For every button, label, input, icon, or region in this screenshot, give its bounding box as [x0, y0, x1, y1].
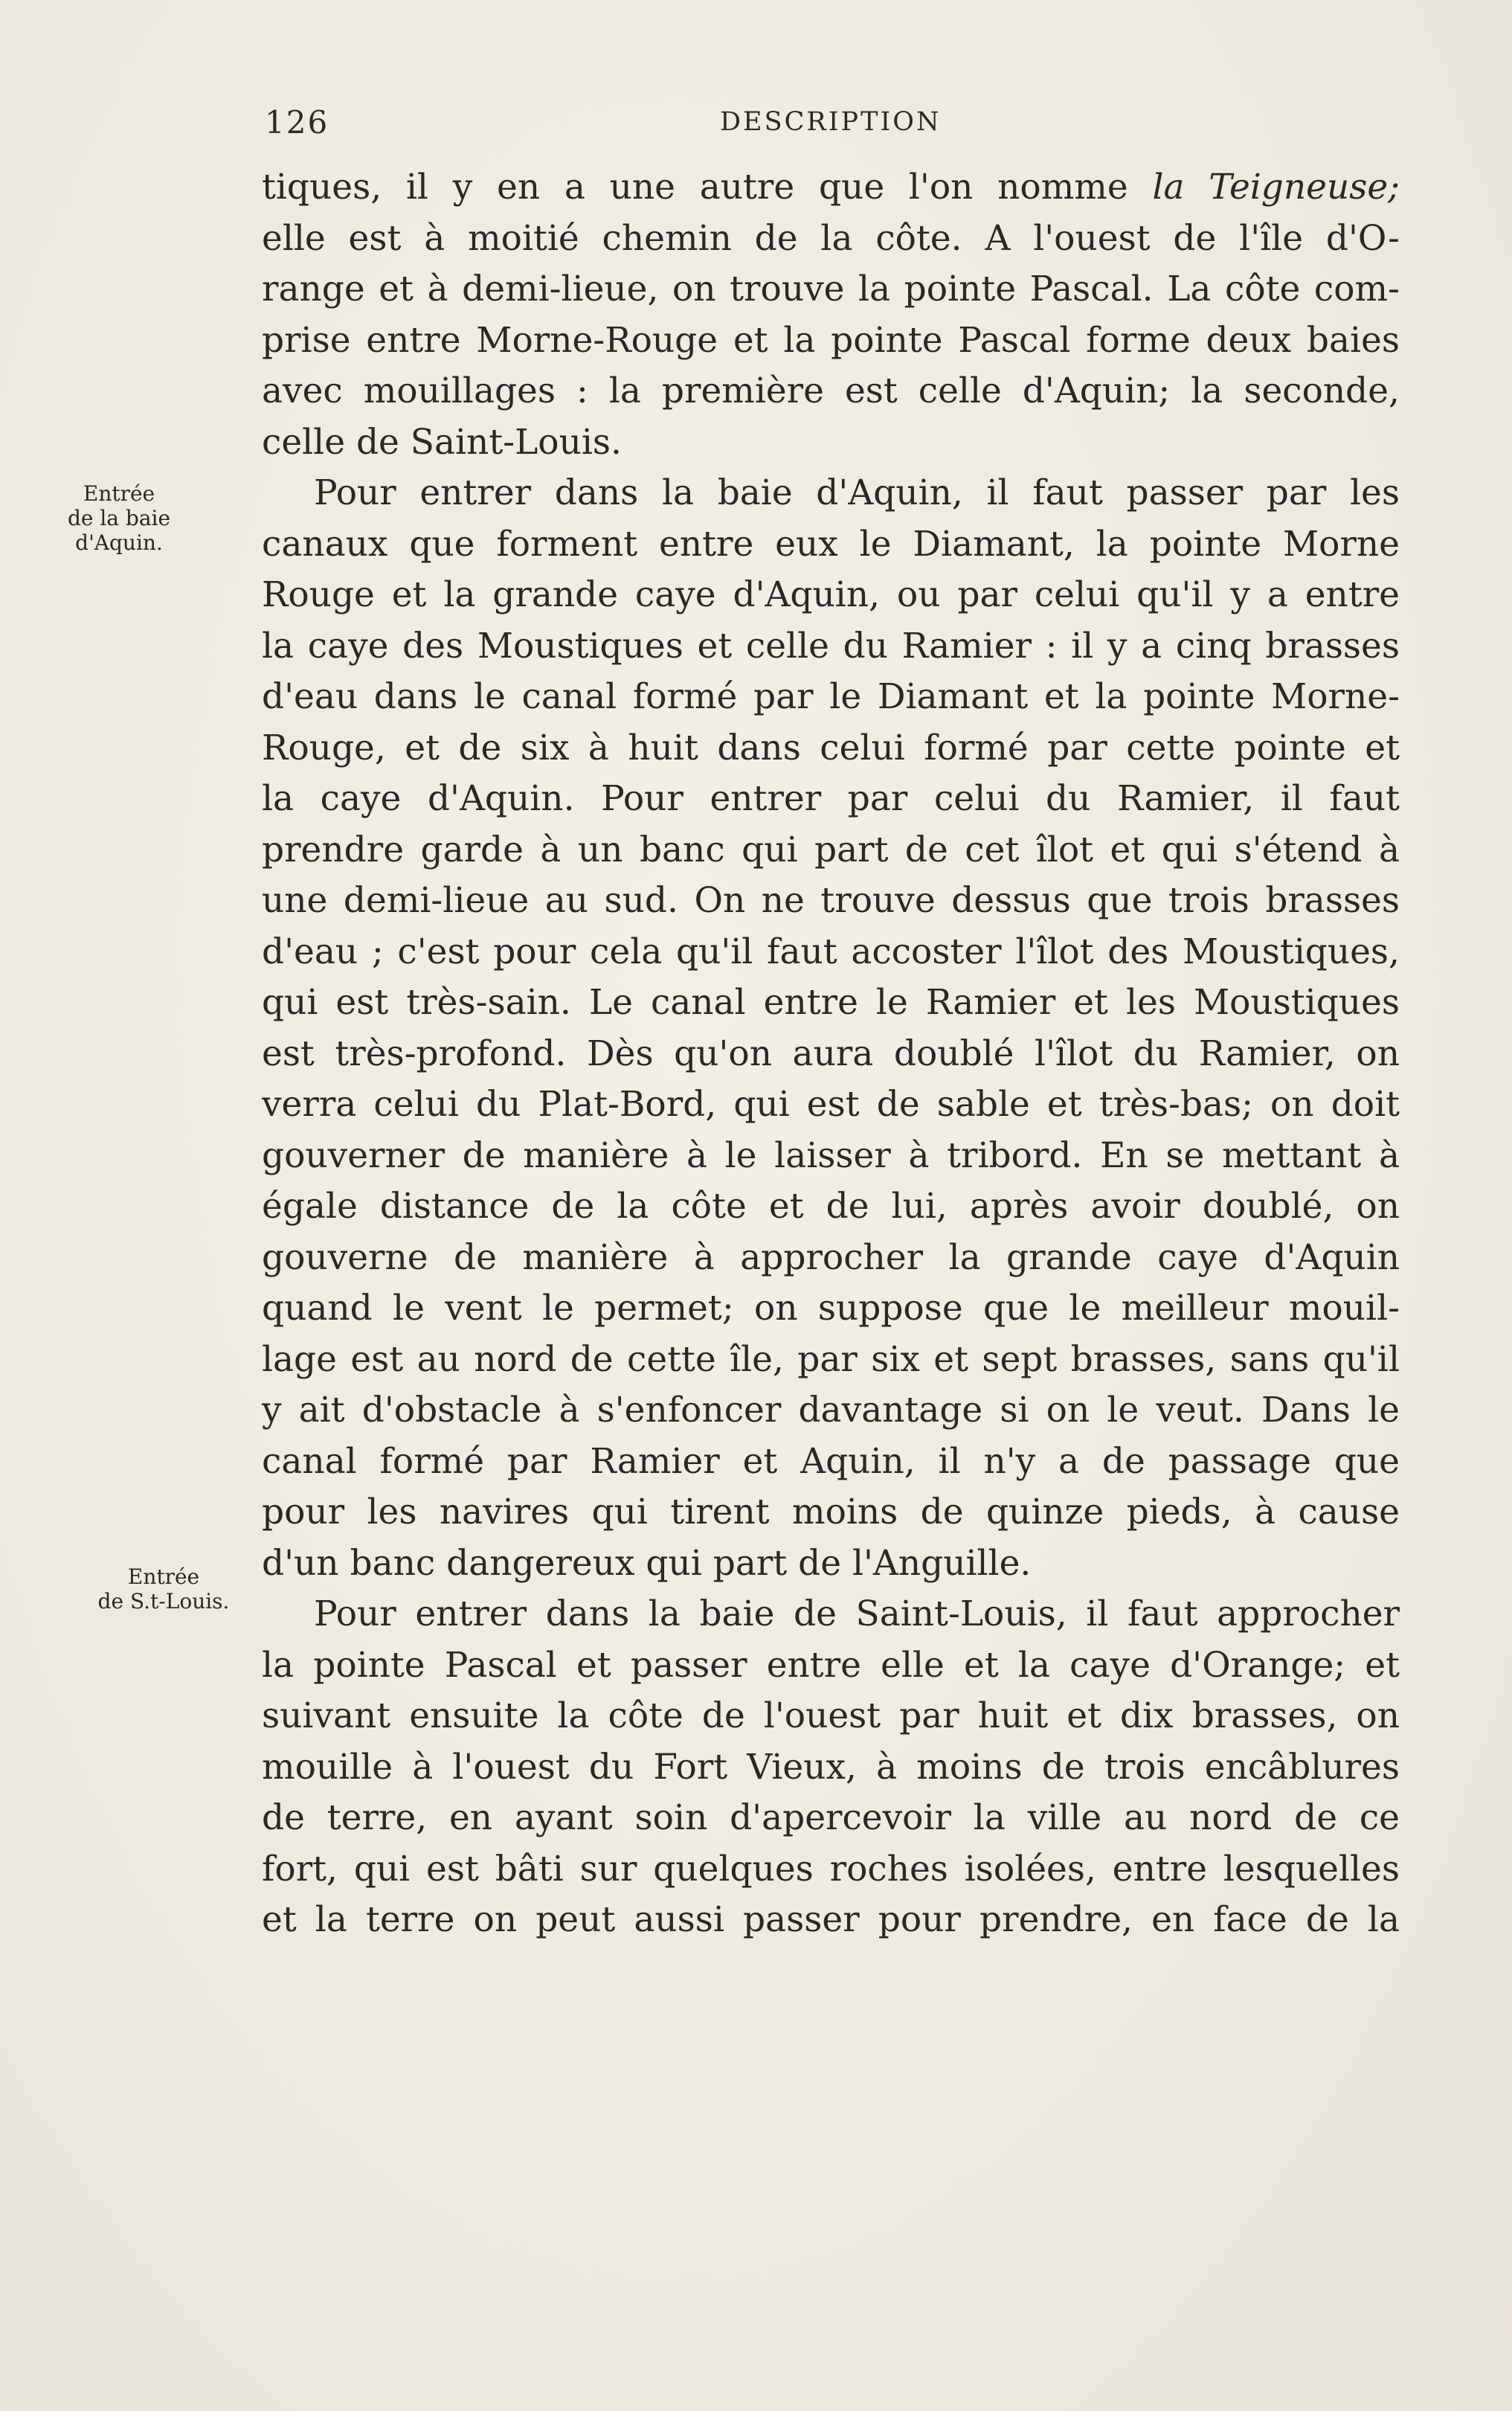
text-line: gouverne de manière à approcher la grande caye d'Aquin — [262, 1236, 1400, 1278]
text-line: mouille à l'ouest du Fort Vieux, à moins de trois encâblures — [262, 1746, 1400, 1788]
paragraph-start-line: Pour entrer dans la baie d'Aquin, il faut passer par les — [314, 472, 1400, 513]
text-line: qui est très-sain. Le canal entre le Ramier et les Moustiques — [262, 982, 1400, 1023]
text-line: la pointe Pascal et passer entre elle et la caye d'Orange; et — [262, 1644, 1400, 1686]
text-line: égale distance de la côte et de lui, après avoir doublé, on — [262, 1186, 1400, 1227]
text-line: gouverner de manière à le laisser à tribord. En se mettant à — [262, 1134, 1400, 1176]
text-line: Rouge et la grande caye d'Aquin, ou par celui qu'il y a entre — [262, 574, 1400, 615]
running-head — [265, 104, 956, 152]
margin-note-saint-louis — [97, 1564, 231, 1614]
text-line: lage est au nord de cette île, par six et sept brasses, sans qu'il — [262, 1338, 1400, 1380]
text-line: la caye d'Aquin. Pour entrer par celui du Ramier, il faut — [262, 778, 1400, 819]
margin-note-aquin — [45, 481, 193, 555]
text-line: la caye des Moustiques et celle du Ramier : il y a cinq brasses — [262, 625, 1400, 667]
text-line: d'un banc dangereux qui part de l'Anguille. — [262, 1542, 1032, 1584]
text-line: suivant ensuite la côte de l'ouest par huit et dix brasses, on — [262, 1695, 1400, 1736]
text-line: une demi-lieue au sud. On ne trouve dessus que trois brasses — [262, 880, 1400, 921]
text-line: de terre, en ayant soin d'apercevoir la ville au nord de ce — [262, 1797, 1400, 1838]
text-line: d'eau ; c'est pour cela qu'il faut accoster l'îlot des Moustiques, — [262, 931, 1400, 972]
text-line: est très-profond. Dès qu'on aura doublé l'îlot du Ramier, on — [262, 1033, 1400, 1074]
text-line: canal formé par Ramier et Aquin, il n'y a de passage que — [262, 1440, 1400, 1482]
page-number: 126 — [265, 104, 329, 141]
margin-note-line: Entrée — [83, 481, 155, 506]
text-line: d'eau dans le canal formé par le Diamant et la pointe Morne- — [262, 676, 1400, 717]
text-line: pour les navires qui tirent moins de quinze pieds, à cause — [262, 1492, 1400, 1532]
text-line: canaux que forment entre eux le Diamant, la pointe Morne — [262, 523, 1400, 565]
text-line: fort, qui est bâti sur quelques roches isolées, entre lesquelles — [262, 1848, 1400, 1890]
margin-note-line: d'Aquin. — [75, 530, 163, 555]
text-line: range et à demi-lieue, on trouve la pointe Pascal. La côte com- — [262, 269, 1400, 309]
text-line: y ait d'obstacle à s'enfoncer davantage si on le veut. Dans le — [262, 1390, 1400, 1431]
text-line: quand le vent le permet; on suppose que le meilleur mouil- — [262, 1288, 1400, 1329]
margin-note-line: de S.t-Louis. — [97, 1589, 230, 1614]
text-run: tiques, il y en a une autre que l'on nomme — [262, 167, 1153, 208]
text-line: et la terre on peut aussi passer pour prendre, en face de la — [262, 1899, 1400, 1940]
text-line: Rouge, et de six à huit dans celui formé par cette pointe et — [262, 727, 1400, 768]
paragraph-start-line: Pour entrer dans la baie de Saint-Louis, il faut approcher — [314, 1593, 1400, 1634]
text-line: avec mouillages : la première est celle d'Aquin; la seconde, — [262, 370, 1400, 411]
running-title: DESCRIPTION — [720, 107, 942, 137]
italic-name: la Teigneuse; — [1152, 167, 1400, 208]
text-line — [262, 162, 1400, 214]
margin-note-line: de la baie — [67, 506, 171, 530]
text-line: elle est à moitié chemin de la côte. A l'ouest de l'île d'O- — [262, 217, 1400, 259]
text-line: prise entre Morne-Rouge et la pointe Pascal forme deux baies — [262, 319, 1400, 361]
text-line: prendre garde à un banc qui part de cet îlot et qui s'étend à — [262, 829, 1400, 870]
text-line: verra celui du Plat-Bord, qui est de sable et très-bas; on doit — [262, 1084, 1400, 1125]
text-line: celle de Saint-Louis. — [262, 421, 622, 463]
body-text — [262, 162, 1400, 1946]
margin-note-line: Entrée — [127, 1564, 200, 1589]
